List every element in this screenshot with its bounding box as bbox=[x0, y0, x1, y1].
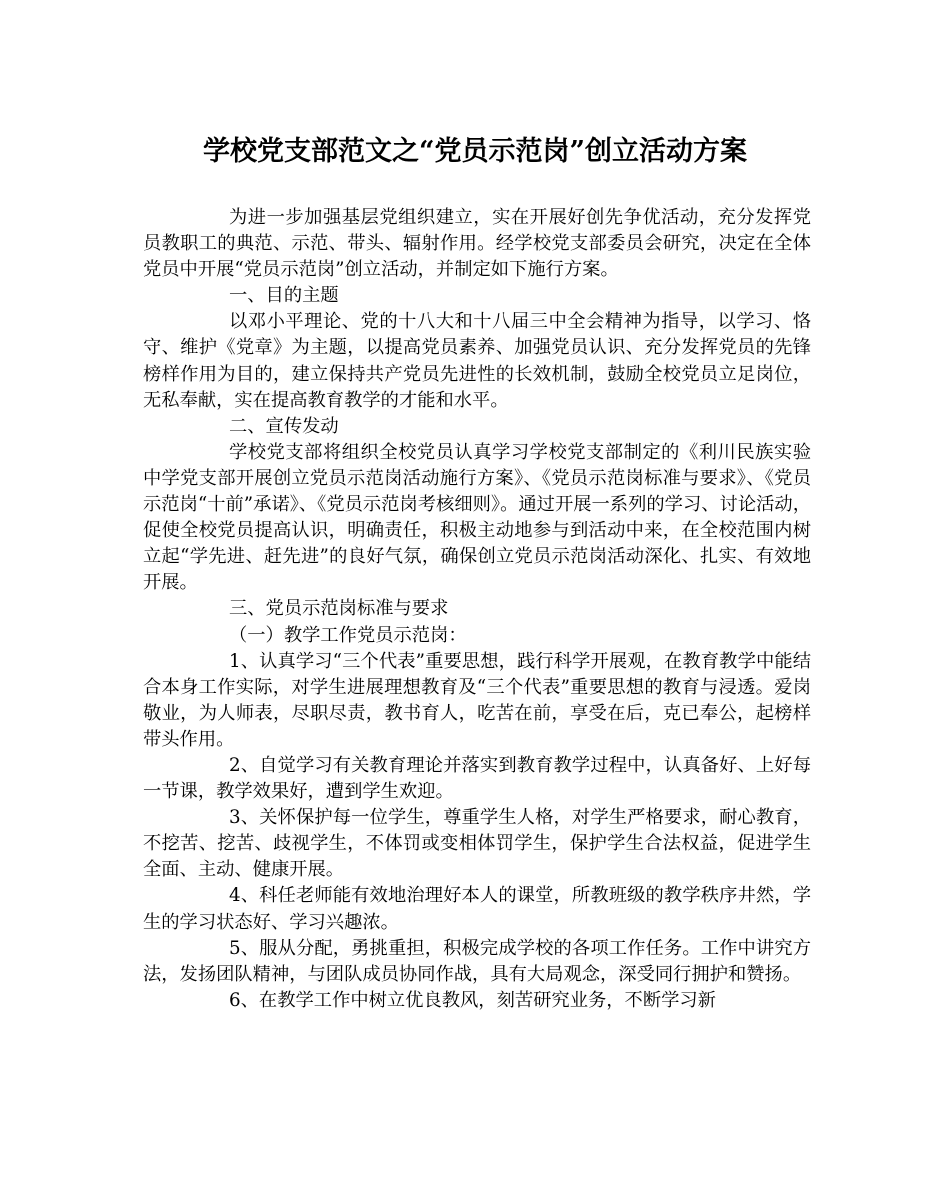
list-item-2: 2、自觉学习有关教育理论并落实到教育教学过程中，认真备好、上好每一节课，教学效果好，遭到学生欢迎。 bbox=[143, 754, 811, 803]
list-item-6: 6、在教学工作中树立优良教风，刻苦研究业务，不断学习新 bbox=[229, 989, 716, 1011]
list-item-5: 5、服从分配，勇挑重担，积极完成学校的各项工作任务。工作中讲究方法，发扬团队精神，与团队成员协同作战，具有大局观念，深受同行拥护和赞扬。 bbox=[143, 937, 811, 985]
section-heading-purpose: 一、目的主题 bbox=[229, 285, 339, 307]
subsection-heading-teaching: （一）教学工作党员示范岗： bbox=[229, 624, 467, 646]
paragraph-publicity: 学校党支部将组织全校党员认真学习学校党支部制定的《利川民族实验中学党支部开展创立党员示范岗活动施行方案》、《党员示范岗标准与要求》、《党员示范岗“十前”承诺》、《党员示范岗考核细则》。通过开展一系列的学习、讨论活动，促使全校党员提高认识，明确责任，积极主动地参与到活动中来，在全校范围内树立起“学先进、赶先进”的良好气氛，确保创立党员示范岗活动深化、扎实、有效地开展。 bbox=[143, 441, 811, 594]
document-body bbox=[143, 205, 811, 1014]
paragraph-intro: 为进一步加强基层党组织建立，实在开展好创先争优活动，充分发挥党员教职工的典范、示范、带头、辐射作用。经学校党支部委员会研究，决定在全体党员中开展“党员示范岗”创立活动，并制定如下施行方案。 bbox=[143, 207, 811, 281]
section-heading-standards: 三、党员示范岗标准与要求 bbox=[229, 598, 449, 620]
section-heading-publicity: 二、宣传发动 bbox=[229, 415, 339, 437]
list-item-1: 1、认真学习“三个代表”重要思想，践行科学开展观，在教育教学中能结合本身工作实际，对学生进展理想教育及“三个代表”重要思想的教育与浸透。爱岗敬业，为人师表，尽职尽责，教书育人，吃苦在前，享受在后，克已奉公，起榜样带头作用。 bbox=[143, 650, 811, 750]
document-title: 学校党支部范文之“党员示范岗”创立活动方案 bbox=[202, 136, 748, 167]
list-item-4: 4、科任老师能有效地治理好本人的课堂，所教班级的教学秩序井然，学生的学习状态好、学习兴趣浓。 bbox=[143, 885, 811, 933]
paragraph-purpose: 以邓小平理论、党的十八大和十八届三中全会精神为指导，以学习、恪守、维护《党章》为主题，以提高党员素养、加强党员认识、充分发挥党员的先锋榜样作用为目的，建立保持共产党员先进性的长效机制，鼓励全校党员立足岗位，无私奉献，实在提高教育教学的才能和水平。 bbox=[143, 311, 811, 411]
list-item-3: 3、关怀保护每一位学生，尊重学生人格，对学生严格要求，耐心教育，不挖苦、挖苦、歧视学生，不体罚或变相体罚学生，保护学生合法权益，促进学生全面、主动、健康开展。 bbox=[143, 807, 811, 881]
